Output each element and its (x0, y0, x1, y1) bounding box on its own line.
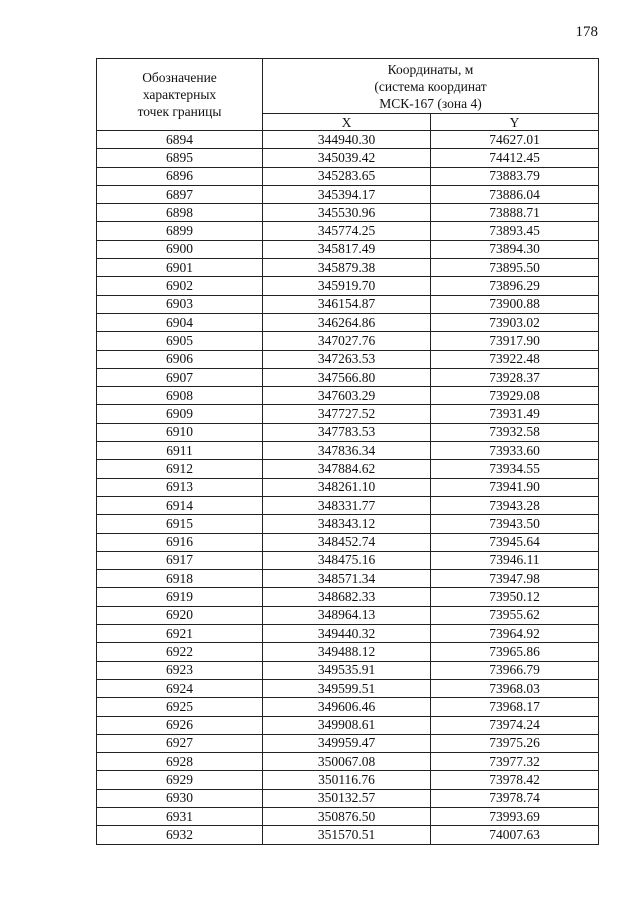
cell-y: 73975.26 (431, 734, 599, 752)
cell-x: 349908.61 (263, 716, 431, 734)
cell-x: 349606.46 (263, 698, 431, 716)
cell-y: 73941.90 (431, 478, 599, 496)
cell-y: 73955.62 (431, 606, 599, 624)
table-row (97, 826, 599, 844)
cell-point-id: 6926 (97, 716, 263, 734)
cell-x: 345530.96 (263, 204, 431, 222)
table-row (97, 167, 599, 185)
table-row (97, 807, 599, 825)
header-coords-line: МСК-167 (зона 4) (379, 95, 482, 111)
cell-x: 348571.34 (263, 570, 431, 588)
cell-point-id: 6915 (97, 515, 263, 533)
cell-point-id: 6905 (97, 332, 263, 350)
cell-point-id: 6917 (97, 551, 263, 569)
table-row (97, 734, 599, 752)
cell-x: 345394.17 (263, 185, 431, 203)
cell-x: 350067.08 (263, 753, 431, 771)
cell-point-id: 6910 (97, 423, 263, 441)
cell-y: 74412.45 (431, 149, 599, 167)
table-row (97, 204, 599, 222)
cell-point-id: 6903 (97, 295, 263, 313)
cell-y: 73947.98 (431, 570, 599, 588)
table-row (97, 533, 599, 551)
cell-x: 349535.91 (263, 661, 431, 679)
table-row (97, 222, 599, 240)
table-row (97, 771, 599, 789)
cell-point-id: 6927 (97, 734, 263, 752)
cell-y: 73950.12 (431, 588, 599, 606)
cell-x: 347263.53 (263, 350, 431, 368)
header-coords-line: (система координат (374, 78, 487, 94)
cell-point-id: 6908 (97, 387, 263, 405)
table-row (97, 405, 599, 423)
table-row (97, 313, 599, 331)
cell-y: 73932.58 (431, 423, 599, 441)
cell-point-id: 6898 (97, 204, 263, 222)
header-point-line: характерных (142, 87, 217, 102)
table-row (97, 240, 599, 258)
table-row (97, 387, 599, 405)
table-row (97, 332, 599, 350)
cell-y: 73886.04 (431, 185, 599, 203)
cell-x: 347566.80 (263, 368, 431, 386)
cell-point-id: 6906 (97, 350, 263, 368)
cell-x: 345283.65 (263, 167, 431, 185)
cell-x: 349440.32 (263, 625, 431, 643)
table-row (97, 679, 599, 697)
table-row (97, 661, 599, 679)
table-row (97, 753, 599, 771)
page-number: 178 (575, 24, 598, 40)
coordinates-table (96, 58, 599, 845)
cell-point-id: 6897 (97, 185, 263, 203)
cell-x: 350116.76 (263, 771, 431, 789)
table-row (97, 460, 599, 478)
cell-point-id: 6932 (97, 826, 263, 844)
cell-point-id: 6900 (97, 240, 263, 258)
cell-y: 73894.30 (431, 240, 599, 258)
cell-x: 348261.10 (263, 478, 431, 496)
cell-y: 73888.71 (431, 204, 599, 222)
table-row (97, 789, 599, 807)
cell-point-id: 6911 (97, 442, 263, 460)
table-row (97, 606, 599, 624)
cell-point-id: 6920 (97, 606, 263, 624)
cell-point-id: 6895 (97, 149, 263, 167)
cell-point-id: 6922 (97, 643, 263, 661)
cell-point-id: 6924 (97, 679, 263, 697)
cell-y: 73917.90 (431, 332, 599, 350)
header-y: Y (431, 114, 599, 131)
cell-y: 73974.24 (431, 716, 599, 734)
cell-point-id: 6928 (97, 753, 263, 771)
cell-y: 73933.60 (431, 442, 599, 460)
cell-y: 73900.88 (431, 295, 599, 313)
cell-x: 348331.77 (263, 496, 431, 514)
cell-x: 347027.76 (263, 332, 431, 350)
header-x: X (263, 114, 431, 131)
cell-y: 73934.55 (431, 460, 599, 478)
cell-y: 74007.63 (431, 826, 599, 844)
cell-point-id: 6907 (97, 368, 263, 386)
header-point-line: Обозначение (142, 70, 217, 85)
cell-x: 348452.74 (263, 533, 431, 551)
cell-x: 348682.33 (263, 588, 431, 606)
cell-y: 73968.17 (431, 698, 599, 716)
table-row (97, 625, 599, 643)
cell-y: 73929.08 (431, 387, 599, 405)
cell-x: 347603.29 (263, 387, 431, 405)
table-row (97, 131, 599, 149)
cell-y: 74627.01 (431, 131, 599, 149)
table-row (97, 350, 599, 368)
table-row (97, 185, 599, 203)
cell-point-id: 6930 (97, 789, 263, 807)
cell-y: 73946.11 (431, 551, 599, 569)
table-row (97, 442, 599, 460)
table-row (97, 423, 599, 441)
cell-point-id: 6899 (97, 222, 263, 240)
cell-x: 345039.42 (263, 149, 431, 167)
cell-point-id: 6896 (97, 167, 263, 185)
cell-x: 345879.38 (263, 259, 431, 277)
cell-x: 351570.51 (263, 826, 431, 844)
cell-y: 73964.92 (431, 625, 599, 643)
table-row (97, 295, 599, 313)
cell-point-id: 6931 (97, 807, 263, 825)
cell-x: 348475.16 (263, 551, 431, 569)
cell-point-id: 6901 (97, 259, 263, 277)
table-row (97, 570, 599, 588)
cell-x: 347783.53 (263, 423, 431, 441)
table-row (97, 551, 599, 569)
header-coords-line: Координаты, м (387, 61, 474, 77)
cell-point-id: 6925 (97, 698, 263, 716)
table-header (97, 59, 599, 131)
cell-x: 345774.25 (263, 222, 431, 240)
cell-point-id: 6909 (97, 405, 263, 423)
cell-x: 349959.47 (263, 734, 431, 752)
cell-point-id: 6913 (97, 478, 263, 496)
cell-y: 73883.79 (431, 167, 599, 185)
table-row (97, 478, 599, 496)
table-row (97, 716, 599, 734)
table-row (97, 259, 599, 277)
cell-x: 349488.12 (263, 643, 431, 661)
cell-y: 73943.28 (431, 496, 599, 514)
table-row (97, 496, 599, 514)
cell-x: 346154.87 (263, 295, 431, 313)
cell-point-id: 6916 (97, 533, 263, 551)
table-row (97, 277, 599, 295)
cell-x: 345919.70 (263, 277, 431, 295)
cell-y: 73977.32 (431, 753, 599, 771)
cell-x: 349599.51 (263, 679, 431, 697)
cell-y: 73968.03 (431, 679, 599, 697)
cell-y: 73922.48 (431, 350, 599, 368)
cell-y: 73945.64 (431, 533, 599, 551)
cell-x: 350876.50 (263, 807, 431, 825)
cell-y: 73903.02 (431, 313, 599, 331)
header-coordinates (263, 59, 599, 114)
cell-x: 345817.49 (263, 240, 431, 258)
table-row (97, 643, 599, 661)
table-row (97, 368, 599, 386)
table-body (97, 131, 599, 845)
cell-point-id: 6921 (97, 625, 263, 643)
cell-point-id: 6912 (97, 460, 263, 478)
cell-y: 73931.49 (431, 405, 599, 423)
table-row (97, 149, 599, 167)
cell-x: 347884.62 (263, 460, 431, 478)
cell-x: 348343.12 (263, 515, 431, 533)
header-point-designation (97, 59, 263, 131)
cell-point-id: 6918 (97, 570, 263, 588)
cell-x: 344940.30 (263, 131, 431, 149)
cell-point-id: 6894 (97, 131, 263, 149)
header-point-line: точек границы (137, 104, 222, 119)
cell-x: 350132.57 (263, 789, 431, 807)
table-row (97, 515, 599, 533)
cell-y: 73978.42 (431, 771, 599, 789)
cell-y: 73993.69 (431, 807, 599, 825)
cell-point-id: 6904 (97, 313, 263, 331)
table-row (97, 588, 599, 606)
cell-point-id: 6902 (97, 277, 263, 295)
cell-y: 73896.29 (431, 277, 599, 295)
cell-x: 348964.13 (263, 606, 431, 624)
cell-y: 73966.79 (431, 661, 599, 679)
cell-x: 346264.86 (263, 313, 431, 331)
cell-x: 347727.52 (263, 405, 431, 423)
cell-point-id: 6929 (97, 771, 263, 789)
cell-y: 73965.86 (431, 643, 599, 661)
cell-y: 73943.50 (431, 515, 599, 533)
cell-point-id: 6914 (97, 496, 263, 514)
cell-point-id: 6919 (97, 588, 263, 606)
cell-point-id: 6923 (97, 661, 263, 679)
cell-y: 73928.37 (431, 368, 599, 386)
cell-y: 73893.45 (431, 222, 599, 240)
table-row (97, 698, 599, 716)
cell-y: 73895.50 (431, 259, 599, 277)
cell-x: 347836.34 (263, 442, 431, 460)
cell-y: 73978.74 (431, 789, 599, 807)
